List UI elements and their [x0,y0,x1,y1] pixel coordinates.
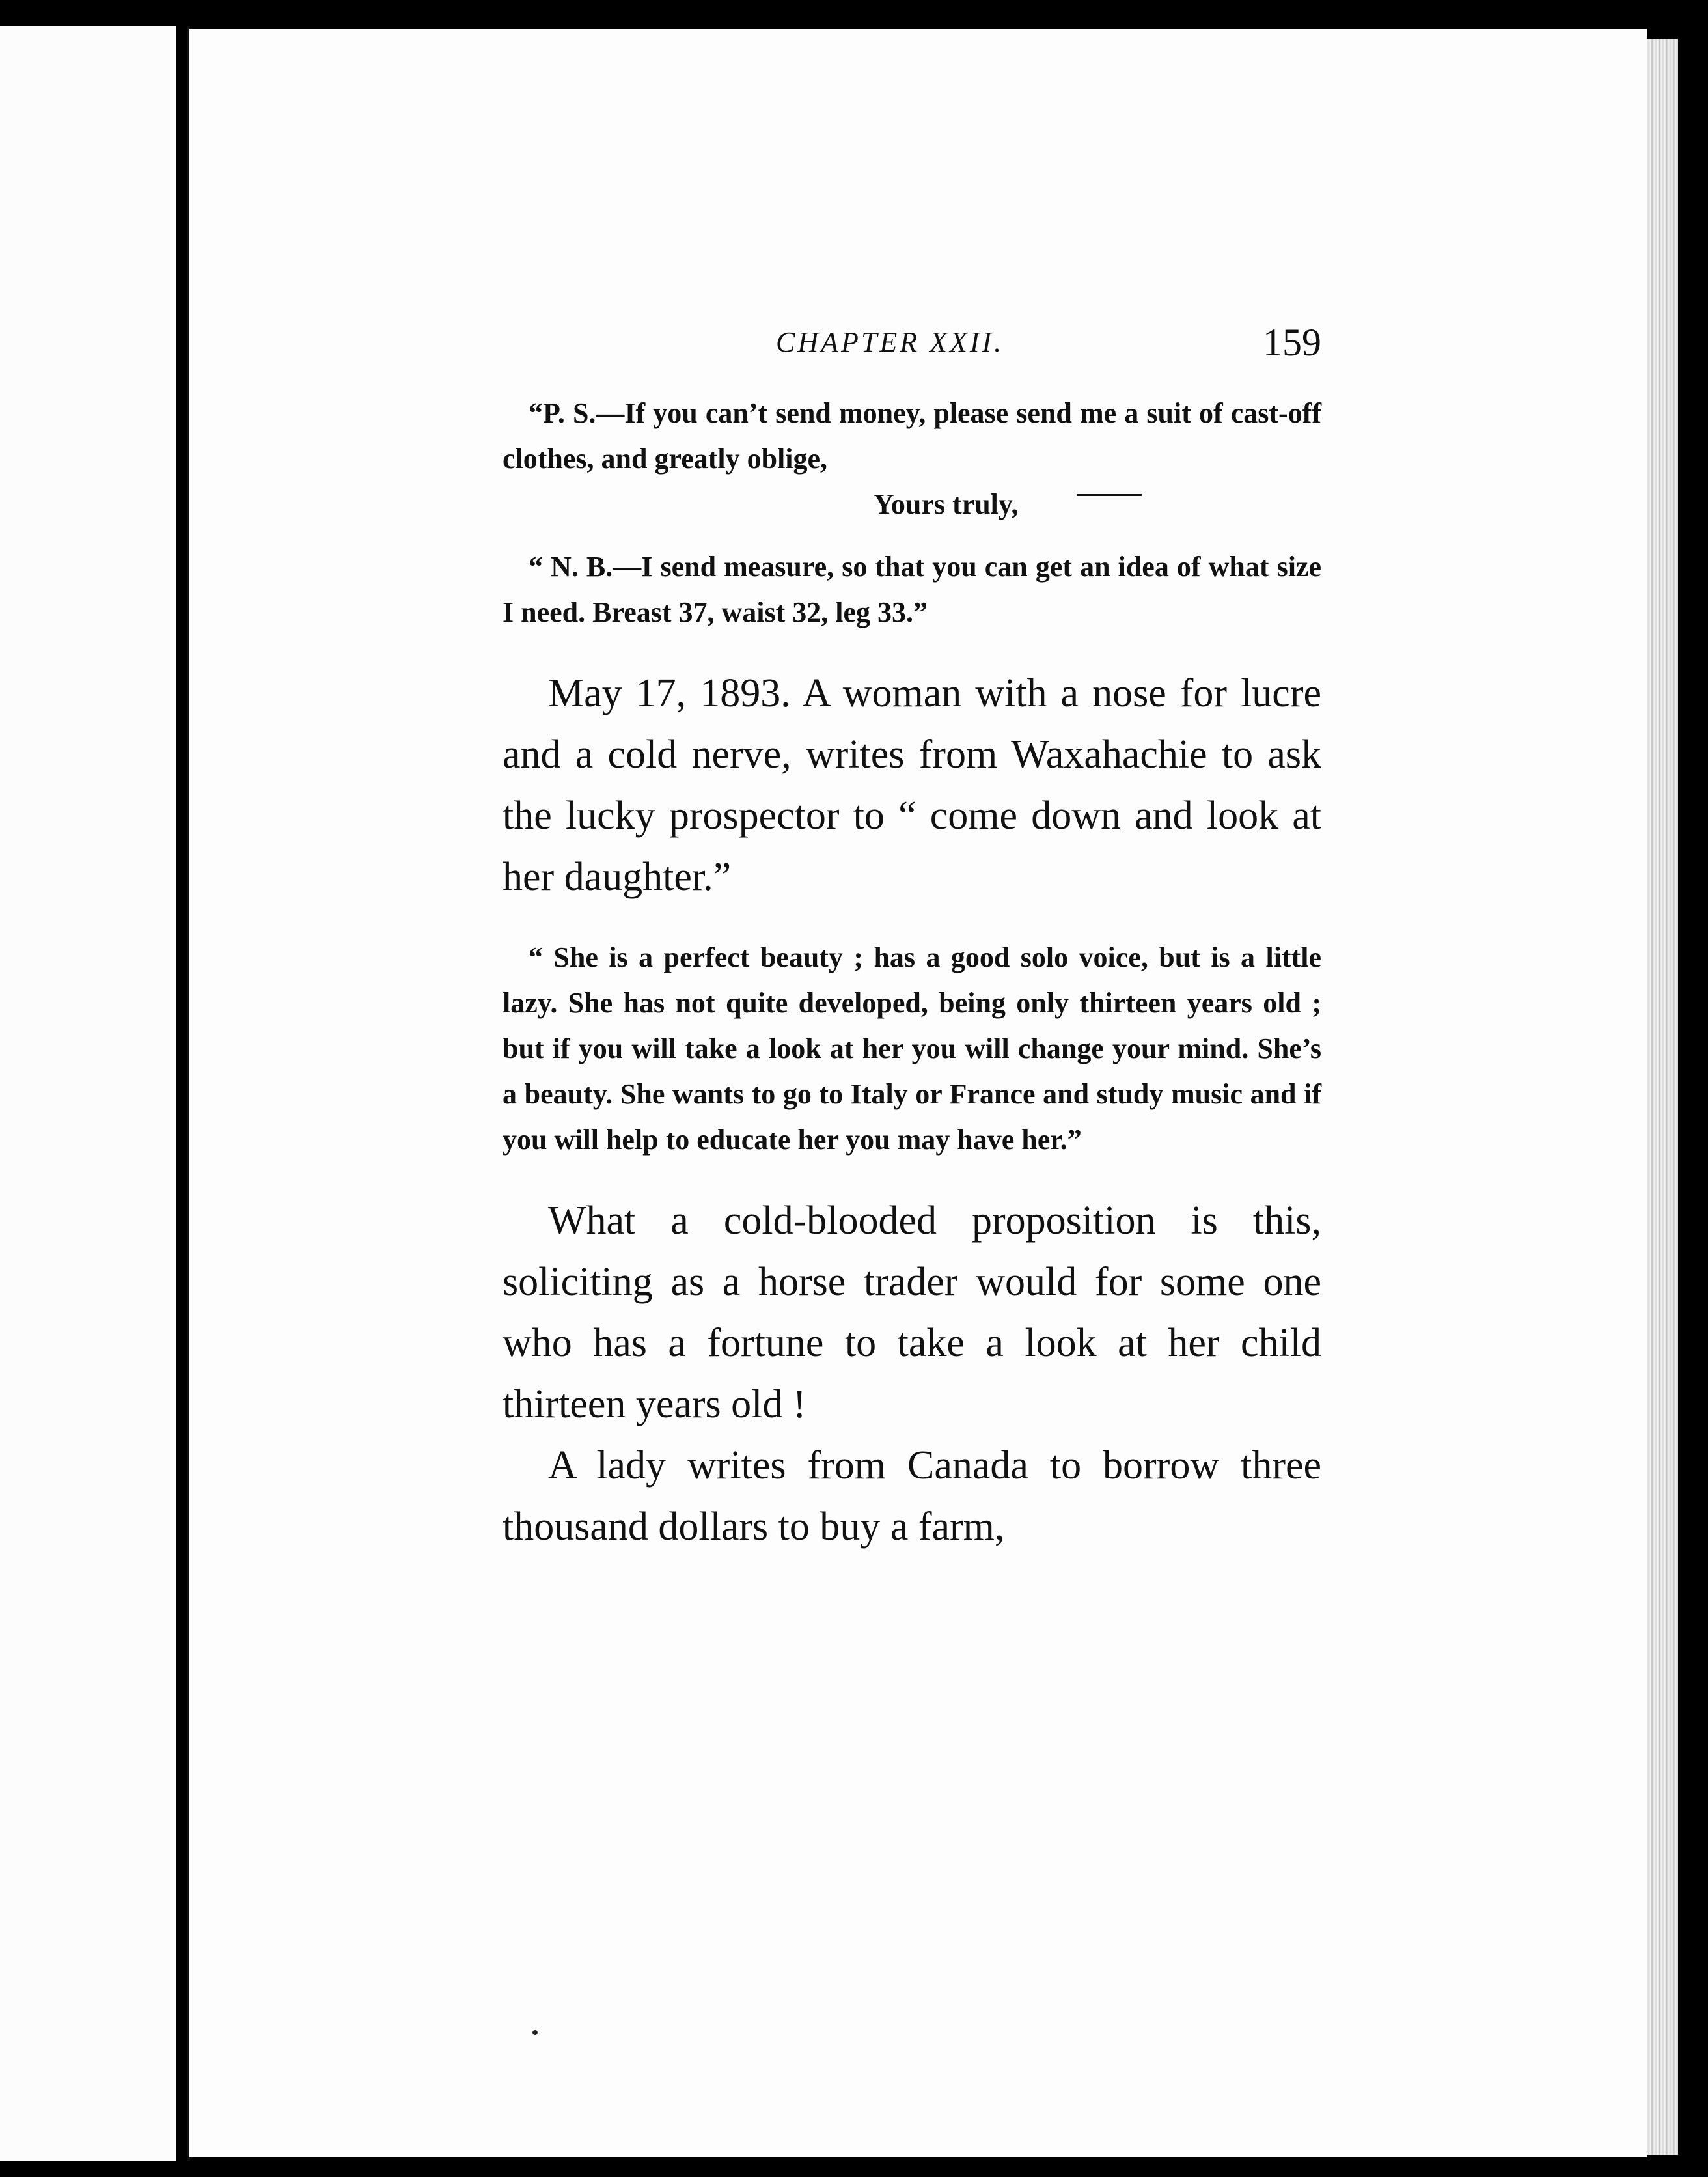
paragraph-proposition: What a cold-blooded proposition is this, soliciting as a horse trader would for some one who has a fortune to take a look at her child thirteen years old ! [503,1199,1321,1426]
page-number: 159 [1263,321,1321,364]
letter-closing: Yours truly, [503,482,1321,527]
paragraph-may-17: May 17, 1893. A woman with a nose for lucre and a cold nerve, writes from Waxahachie to ask the lucky prospector to “ come down and look at her daughter.” [503,671,1321,899]
facing-page-edge [0,26,176,2161]
signature-blank [1077,494,1142,496]
ink-speck [532,2030,538,2035]
paragraph-canada: A lady writes from Canada to borrow three thousand dollars to buy a farm, [503,1443,1321,1549]
page-fore-edge [1647,39,1678,2155]
letter-daughter: “ She is a perfect beauty ; has a good solo voice, but is a little lazy. She has not quite developed, being only thirteen years old ; but if you will take a look at her you will change your mind. She’s a beauty. She wants to go to Italy or France and study music and if you will help to educate her you may have her.” [503,941,1321,1156]
letter-nota-bene: “ N. B.—I send measure, so that you can get an idea of what size I need. Breast 37, waist 32, leg 33.” [503,551,1321,628]
page-text [503,312,1321,1557]
letter-postscript: “P. S.—If you can’t send money, please send me a suit of cast-off clothes, and greatly oblige, [503,397,1321,475]
chapter-title: CHAPTER XXII. [776,326,1004,358]
running-head [503,312,1321,371]
